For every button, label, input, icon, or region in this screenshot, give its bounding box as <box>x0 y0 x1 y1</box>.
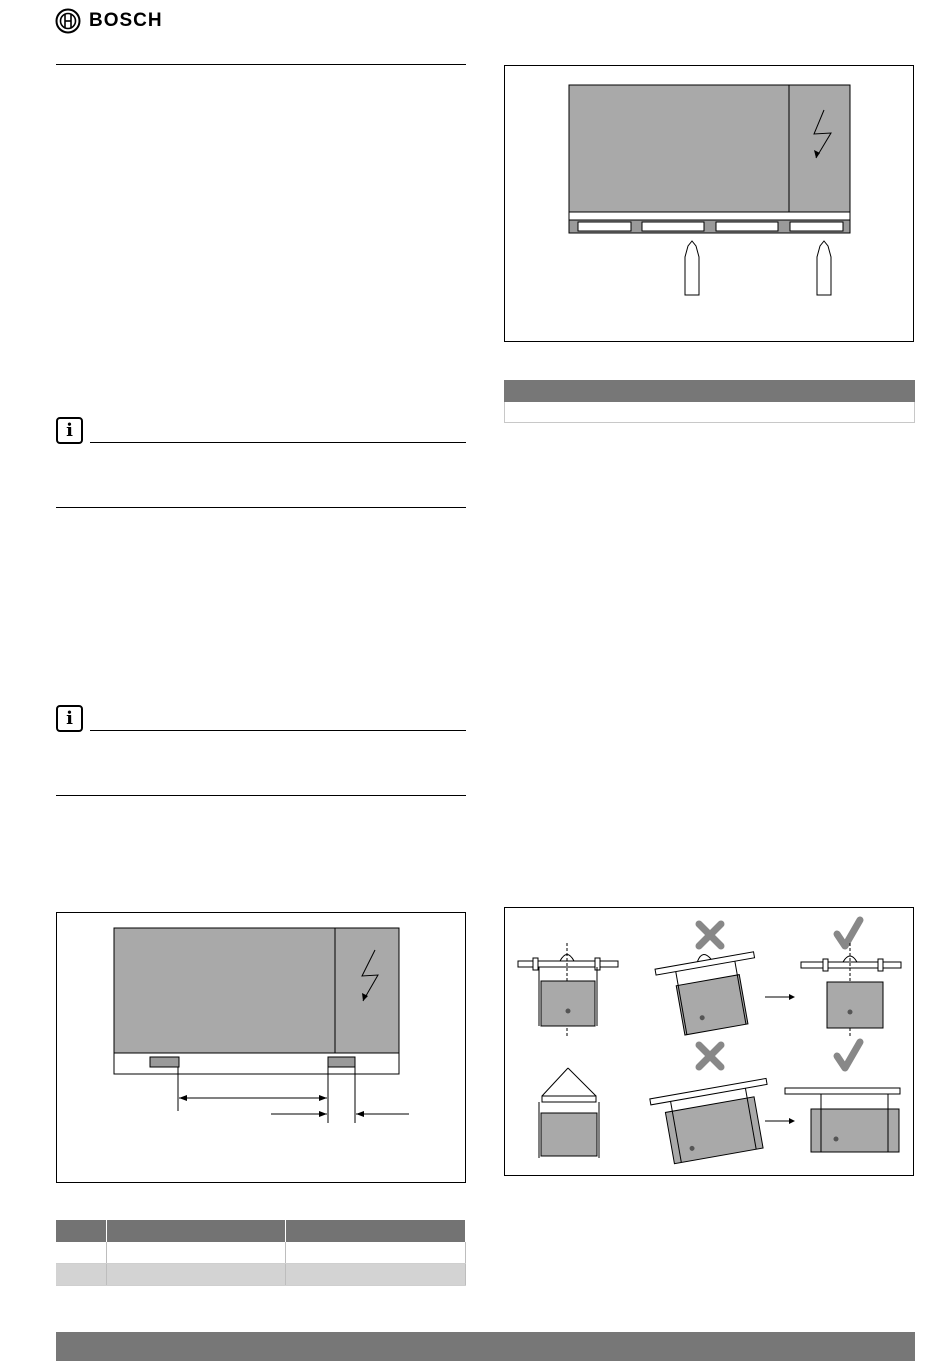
figure-dimensions <box>56 912 466 1183</box>
table-cell <box>286 1242 466 1264</box>
cross-icon <box>699 924 721 946</box>
forklift-illustration <box>505 66 913 341</box>
info-icon <box>56 417 83 444</box>
page-footer-bar <box>56 1332 915 1361</box>
lifting-fork-icon <box>685 241 831 295</box>
table-header-cell <box>286 1220 466 1242</box>
info-glyph: i <box>66 419 73 441</box>
lifting-illustration <box>505 908 913 1175</box>
lift-sling <box>539 1068 599 1158</box>
table-header-cell <box>107 1220 286 1242</box>
table-cell <box>107 1242 286 1264</box>
brand-logo <box>55 6 195 36</box>
table-cell <box>56 1242 107 1264</box>
bosch-armature-icon <box>55 8 81 34</box>
note-divider <box>90 442 466 443</box>
dimension-illustration <box>57 913 465 1182</box>
section-divider <box>56 507 466 508</box>
check-icon <box>837 1042 860 1068</box>
table-row <box>56 1242 466 1264</box>
lift-bar-adjusted <box>801 943 901 1038</box>
info-glyph: i <box>66 707 73 729</box>
table-header-row <box>56 1220 466 1242</box>
table-cell <box>107 1264 286 1286</box>
lift-bar-long-tilted <box>650 1078 778 1165</box>
note-divider <box>90 730 466 731</box>
spec-table <box>56 1220 466 1286</box>
figure-lifting <box>504 907 914 1176</box>
section-divider <box>56 64 466 65</box>
lift-bar-correct <box>518 943 618 1038</box>
section-header-bar <box>504 380 915 402</box>
cross-icon <box>699 1045 721 1067</box>
brand-name: BOSCH <box>89 10 163 31</box>
table-header-cell <box>56 1220 107 1242</box>
lift-bar-tilted <box>654 946 766 1038</box>
figure-forklift <box>504 65 914 342</box>
table-row <box>56 1264 466 1286</box>
section-divider <box>56 795 466 796</box>
section-header-row <box>504 402 915 423</box>
table-cell <box>286 1264 466 1286</box>
table-cell <box>56 1264 107 1286</box>
lift-bar-long-adjusted <box>785 1088 900 1152</box>
info-icon <box>56 705 83 732</box>
check-icon <box>837 920 860 946</box>
